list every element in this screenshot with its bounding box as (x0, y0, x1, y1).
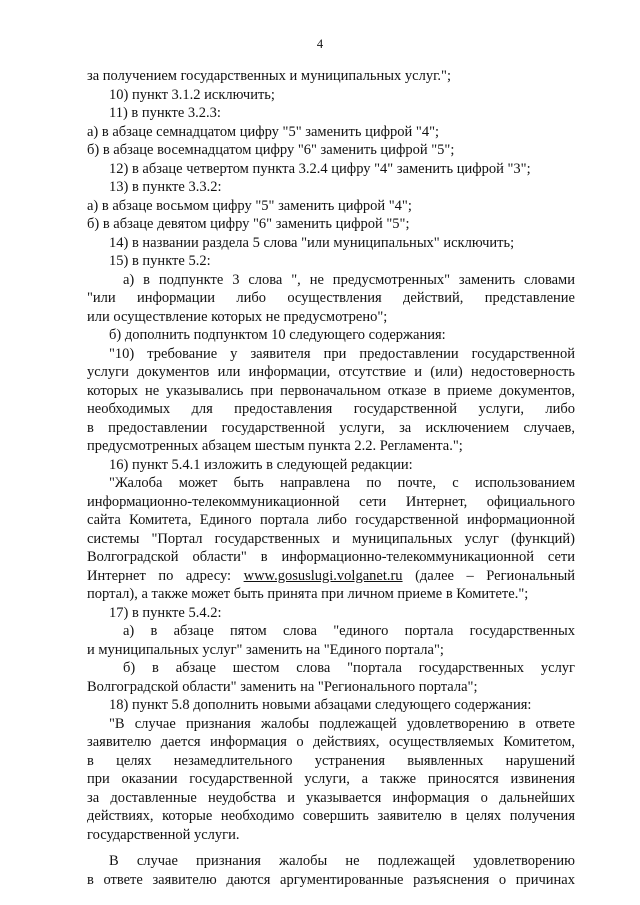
text-line: 14) в названии раздела 5 слова "или муниципальных" исключить; (109, 234, 515, 251)
text-line: "В случае признания жалобы подлежащей удовлетворению в ответе (109, 715, 575, 732)
paragraph-gap (87, 844, 575, 852)
text-line: в ответе заявителю даются аргументированные разъяснения о причинах (87, 871, 575, 888)
text-line: при оказании государственной услуги, а также приносятся извинения (87, 771, 575, 787)
text-line: в предоставлении государственной услуги, за исключением случаев, (87, 419, 575, 436)
text-line: которых не указывались при первоначальном отказе в приеме документов, (87, 382, 575, 399)
text-line: заявителю дается информация о действиях, осуществляемых Комитетом, (87, 734, 575, 750)
text-line: в целях незамедлительного устранения выявленных нарушений (87, 752, 575, 769)
text-line: а) в подпункте 3 слова ", не предусмотренных" заменить словами (123, 271, 575, 288)
text-line: а) в абзаце семнадцатом цифру "5" заменить цифрой "4"; (87, 123, 440, 140)
text-line: предусмотренных абзацем шестым пункта 2.2. Регламента."; (87, 438, 463, 454)
text-line (87, 567, 575, 586)
text-line: и муниципальных услуг" заменить на "Единого портала"; (87, 641, 444, 658)
text-line-suffix: (далее – Региональный (402, 567, 575, 584)
text-line: Волгоградской области" в информационно-телекоммуникационной сети (87, 549, 575, 565)
text-line: 16) пункт 5.4.1 изложить в следующей редакции: (109, 456, 413, 473)
text-line: "или информации либо осуществления действий, представление (87, 290, 575, 306)
page-number: 4 (316, 37, 324, 51)
text-line: необходимых для предоставления государственной услуги, либо (87, 401, 575, 417)
text-line: 15) в пункте 5.2: (109, 253, 211, 269)
text-line: б) в абзаце восемнадцатом цифру "6" заменить цифрой "5"; (87, 142, 455, 158)
text-line: государственной услуги. (87, 826, 240, 843)
text-line: портал), а также может быть принята при личном приеме в Комитете."; (87, 586, 529, 602)
text-line: "Жалоба может быть направлена по почте, с использованием (109, 475, 575, 491)
text-line: а) в абзаце пятом слова "единого портала государственных (123, 623, 575, 639)
text-line: В случае признания жалобы не подлежащей удовлетворению (109, 853, 575, 869)
document-body (87, 67, 575, 889)
text-line: за доставленные неудобства и указывается информация о дальнейших (87, 789, 575, 806)
text-line: 17) в пункте 5.4.2: (109, 604, 222, 621)
text-line: а) в абзаце восьмом цифру "5" заменить цифрой "4"; (87, 197, 412, 214)
text-line: или осуществление которых не предусмотрено"; (87, 308, 388, 325)
text-line: Волгоградской области" заменить на "Регионального портала"; (87, 678, 478, 695)
text-line: б) в абзаце шестом слова "портала государственных услуг (123, 660, 575, 676)
text-line: 13) в пункте 3.3.2: (109, 179, 222, 195)
text-line: системы "Портал государственных и муниципальных услуг (функций) (87, 530, 575, 547)
text-line: за получением государственных и муниципальных услуг."; (87, 68, 451, 84)
regional-portal-link[interactable]: www.gosuslugi.volganet.ru (243, 567, 403, 584)
text-line: б) дополнить подпунктом 10 следующего содержания: (109, 327, 446, 343)
text-line: 10) пункт 3.1.2 исключить; (109, 86, 275, 103)
text-line: услуги документов или информации, отсутствие и (или) недостоверность (87, 364, 575, 380)
text-line: 11) в пункте 3.2.3: (109, 105, 221, 121)
text-line: "10) требование у заявителя при предоставлении государственной (109, 345, 575, 362)
text-line: б) в абзаце девятом цифру "6" заменить цифрой "5"; (87, 216, 410, 232)
text-line: сайта Комитета, Единого портала либо государственной информационной (87, 512, 575, 528)
text-line: 18) пункт 5.8 дополнить новыми абзацами следующего содержания: (109, 697, 532, 713)
text-line: 12) в абзаце четвертом пункта 3.2.4 цифру "4" заменить цифрой "3"; (109, 160, 531, 177)
text-line-prefix: Интернет по адресу: (87, 567, 244, 584)
text-line: информационно-телекоммуникационной сети Интернет, официального (87, 493, 575, 510)
text-line: действиях, которые необходимо совершить заявителю в целях получения (87, 808, 575, 824)
